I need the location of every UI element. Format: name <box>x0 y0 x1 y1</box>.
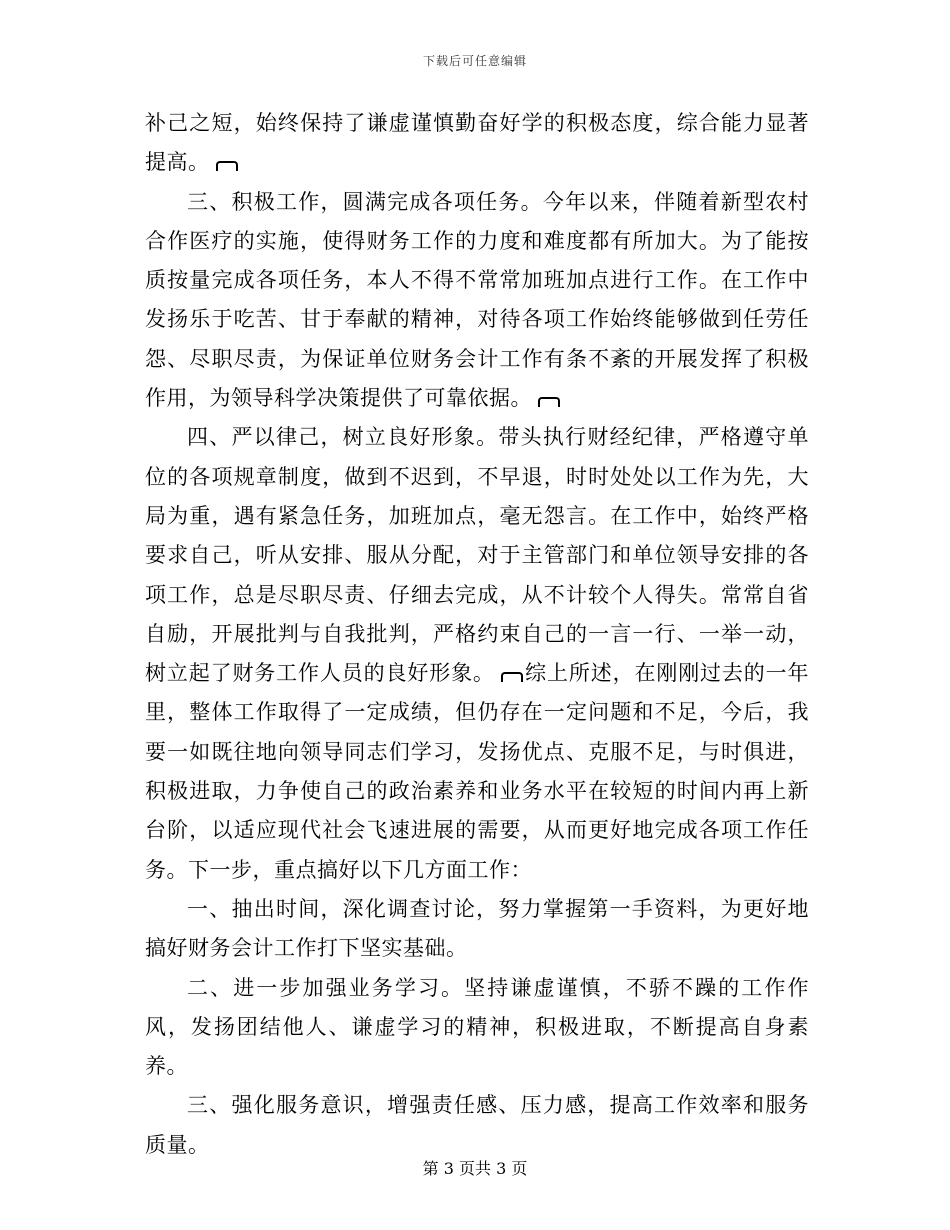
paragraph-5 <box>145 969 809 1087</box>
page-footer: 第 3 页共 3 页 <box>422 1159 528 1178</box>
paragraph-4-text: 一、抽出时间，深化调查讨论，努力掌握第一手资料，为更好地搞好财务会计工作打下坚实基础。 <box>145 896 809 961</box>
paragraph-2 <box>145 183 809 419</box>
paragraph-1-text: 补己之短，始终保持了谦虚谨慎勤奋好学的积极态度，综合能力显著提高。 <box>145 111 809 175</box>
paragraph-6-text: 三、强化服务意识，增强责任感、压力感，提高工作效率和服务质量。 <box>145 1093 809 1157</box>
paragraph-3-tail-text: 综上所述，在刚刚过去的一年里，整体工作取得了一定成绩，但仍存在一定问题和不足，今后，我要一如既往地向领导同志们学习，发扬优点、克服不足，与时俱进，积极进取，力争使自己的政治素养和业务水平在较短的时间内再上新台阶，以适应现代社会飞速进展的需要，从而更好地完成各项工作任务。下一步，重点搞好以下几方面工作： <box>145 661 810 882</box>
paragraph-4 <box>145 890 809 969</box>
document-body <box>145 104 809 1165</box>
paragraph-1 <box>145 104 809 183</box>
paragraph-6 <box>145 1086 809 1165</box>
paragraph-mark-icon <box>501 672 523 682</box>
paragraph-3-text: 四、严以律己，树立良好形象。带头执行财经纪律，严格遵守单位的各项规章制度，做到不迟到，不早退，时时处处以工作为先，大局为重，遇有紧急任务，加班加点，毫无怨言。在工作中，始终严格要求自己，听从安排、服从分配，对于主管部门和单位领导安排的各项工作，总是尽职尽责、仔细去完成，从不计较个人得失。常常自省自励，开展批判与自我批判，严格约束自己的一言一行、一举一动，树立起了财务工作人员的良好形象。 <box>145 425 809 686</box>
paragraph-5-text: 二、进一步加强业务学习。坚持谦虚谨慎，不骄不躁的工作作风，发扬团结他人、谦虚学习的精神，积极进取，不断提高自身素养。 <box>145 975 809 1079</box>
paragraph-3 <box>145 418 809 890</box>
page-header: 下载后可任意编辑 <box>422 54 527 68</box>
paragraph-mark-icon <box>538 397 560 407</box>
paragraph-mark-icon <box>216 161 238 171</box>
paragraph-2-text: 三、积极工作，圆满完成各项任务。今年以来，伴随着新型农村合作医疗的实施，使得财务工作的力度和难度都有所加大。为了能按质按量完成各项任务，本人不得不常常加班加点进行工作。在工作中发扬乐于吃苦、甘于奉献的精神，对待各项工作始终能够做到任劳任怨、尽职尽责，为保证单位财务会计工作有条不紊的开展发挥了积极作用，为领导科学决策提供了可靠依据。 <box>145 189 809 411</box>
